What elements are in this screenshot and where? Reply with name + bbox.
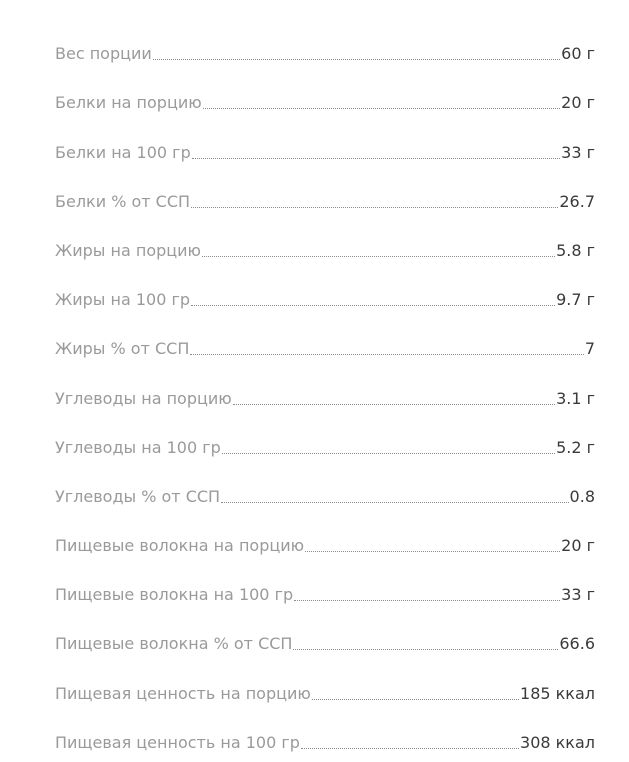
row-label: Вес порции bbox=[55, 44, 152, 64]
row-value: 26.7 bbox=[559, 191, 595, 211]
dotted-leader bbox=[192, 158, 560, 159]
row-label: Белки % от ССП bbox=[55, 191, 191, 211]
row-value: 33 г bbox=[561, 585, 595, 605]
dotted-leader bbox=[190, 354, 583, 355]
row-label: Углеводы на порцию bbox=[55, 388, 232, 408]
dotted-leader bbox=[233, 404, 555, 405]
row-label: Пищевые волокна на порцию bbox=[55, 536, 305, 556]
nutrition-row-energy-per-100g bbox=[55, 713, 595, 762]
dotted-leader bbox=[301, 748, 519, 749]
nutrition-row-carbs-per-serving bbox=[55, 368, 595, 417]
nutrition-row-serving-weight bbox=[55, 24, 595, 73]
nutrition-row-carbs-per-100g bbox=[55, 418, 595, 467]
row-label: Пищевая ценность на 100 гр bbox=[55, 732, 300, 752]
nutrition-row-protein-per-100g bbox=[55, 122, 595, 171]
row-value: 0.8 bbox=[569, 486, 595, 506]
dotted-leader bbox=[202, 256, 555, 257]
row-value: 3.1 г bbox=[556, 388, 595, 408]
dotted-leader bbox=[222, 453, 555, 454]
row-value: 33 г bbox=[561, 142, 595, 162]
row-value: 20 г bbox=[561, 93, 595, 113]
nutrition-facts-list bbox=[55, 24, 595, 762]
row-value: 308 ккал bbox=[520, 732, 595, 752]
nutrition-row-carbs-percent bbox=[55, 467, 595, 516]
nutrition-row-protein-per-serving bbox=[55, 73, 595, 122]
dotted-leader bbox=[293, 649, 558, 650]
nutrition-row-fat-per-serving bbox=[55, 221, 595, 270]
nutrition-row-fat-per-100g bbox=[55, 270, 595, 319]
dotted-leader bbox=[203, 108, 560, 109]
nutrition-row-fiber-per-serving bbox=[55, 516, 595, 565]
row-value: 185 ккал bbox=[520, 683, 595, 703]
nutrition-row-protein-percent bbox=[55, 172, 595, 221]
nutrition-row-fiber-per-100g bbox=[55, 565, 595, 614]
row-value: 66.6 bbox=[559, 634, 595, 654]
dotted-leader bbox=[294, 600, 560, 601]
row-value: 5.8 г bbox=[556, 240, 595, 260]
row-label: Пищевые волокна % от ССП bbox=[55, 634, 293, 654]
row-label: Пищевые волокна на 100 гр bbox=[55, 585, 294, 605]
dotted-leader bbox=[221, 502, 568, 503]
row-label: Белки на порцию bbox=[55, 93, 202, 113]
nutrition-row-fiber-percent bbox=[55, 614, 595, 663]
nutrition-row-energy-per-serving bbox=[55, 663, 595, 712]
row-value: 60 г bbox=[561, 44, 595, 64]
row-value: 7 bbox=[584, 339, 595, 359]
dotted-leader bbox=[191, 305, 555, 306]
row-value: 9.7 г bbox=[556, 290, 595, 310]
dotted-leader bbox=[153, 59, 560, 60]
nutrition-row-fat-percent bbox=[55, 319, 595, 368]
row-label: Жиры на 100 гр bbox=[55, 290, 191, 310]
row-label: Пищевая ценность на порцию bbox=[55, 683, 311, 703]
row-value: 5.2 г bbox=[556, 437, 595, 457]
row-label: Жиры на порцию bbox=[55, 240, 202, 260]
row-label: Углеводы на 100 гр bbox=[55, 437, 221, 457]
dotted-leader bbox=[305, 551, 560, 552]
dotted-leader bbox=[312, 699, 519, 700]
row-value: 20 г bbox=[561, 536, 595, 556]
row-label: Белки на 100 гр bbox=[55, 142, 191, 162]
row-label: Жиры % от ССП bbox=[55, 339, 190, 359]
dotted-leader bbox=[191, 207, 558, 208]
row-label: Углеводы % от ССП bbox=[55, 486, 221, 506]
